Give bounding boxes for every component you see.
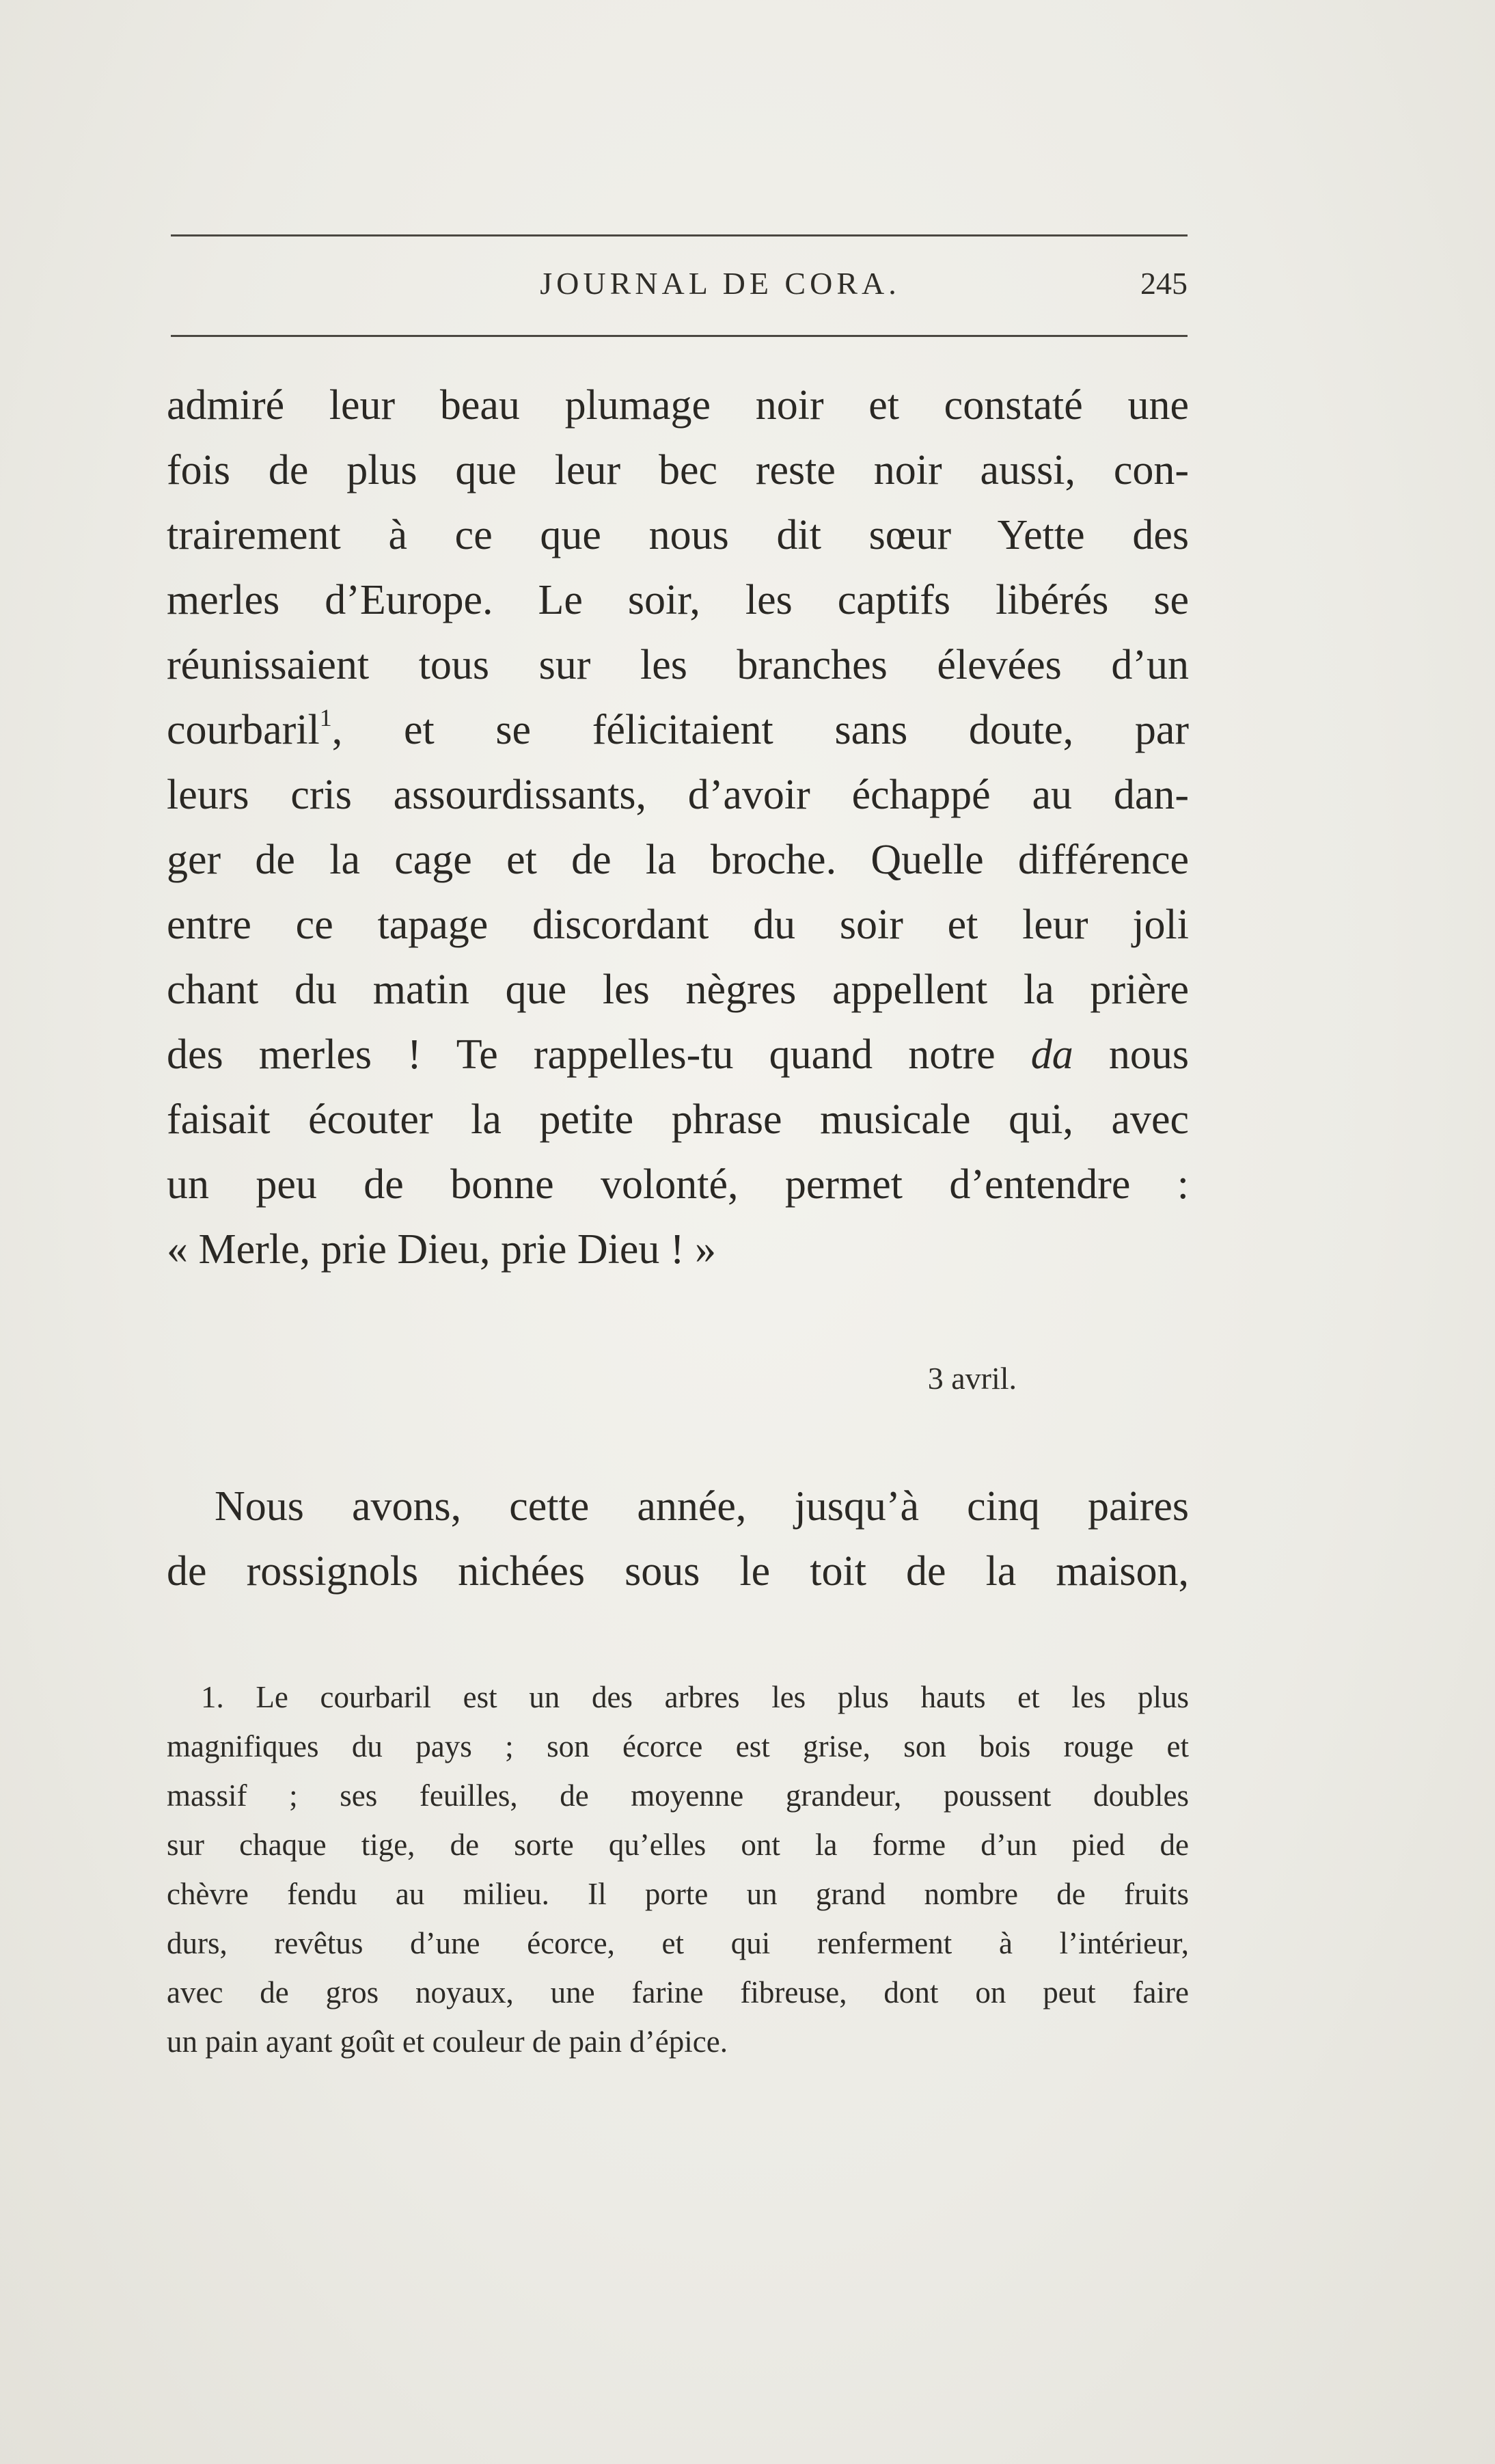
text-line: merles d’Europe. Le soir, les captifs libérés se <box>167 577 1189 623</box>
footnote-line: chèvre fendu au milieu. Il porte un grand nombre de fruits <box>167 1877 1189 1911</box>
text-line: un peu de bonne volonté, permet d’entendre : <box>167 1161 1189 1208</box>
paragraph-1 <box>167 373 1189 1282</box>
text-line: admiré leur beau plumage noir et constaté une <box>167 382 1189 429</box>
text-line: fois de plus que leur bec reste noir aussi, con- <box>167 447 1189 493</box>
text-line: Nous avons, cette année, jusqu’à cinq paires <box>215 1483 1189 1530</box>
text-line: réunissaient tous sur les branches élevées d’un <box>167 642 1189 688</box>
text-line: « Merle, prie Dieu, prie Dieu ! » <box>167 1226 717 1273</box>
footnote <box>167 1673 1189 2066</box>
text-line: faisait écouter la petite phrase musicale qui, avec <box>167 1096 1189 1143</box>
header-top-rule <box>171 234 1188 236</box>
text-line: leurs cris assourdissants, d’avoir échappé au dan- <box>167 772 1189 818</box>
footnote-line: avec de gros noyaux, une farine fibreuse, dont on peut faire <box>167 1975 1189 2009</box>
running-title: JOURNAL DE CORA. <box>540 266 901 301</box>
text-line: ger de la cage et de la broche. Quelle différence <box>167 837 1189 883</box>
footnote-line: magnifiques du pays ; son écorce est grise, son bois rouge et <box>167 1729 1189 1763</box>
text-fragment: nous <box>1073 1031 1189 1078</box>
footnote-line: durs, revêtus d’une écorce, et qui renferment à l’intérieur, <box>167 1926 1189 1960</box>
footnote-line: sur chaque tige, de sorte qu’elles ont la forme d’un pied de <box>167 1828 1189 1862</box>
entry-date: 3 avril. <box>927 1361 1017 1396</box>
text-line <box>167 698 1189 763</box>
footnote-line: 1. Le courbaril est un des arbres les plus hauts et les plus <box>201 1680 1189 1714</box>
page-number: 245 <box>1140 266 1188 301</box>
text-line: chant du matin que les nègres appellent la prière <box>167 966 1189 1013</box>
text-line <box>167 1023 1189 1087</box>
text-line: trairement à ce que nous dit sœur Yette des <box>167 512 1189 558</box>
footnote-line: massif ; ses feuilles, de moyenne grandeur, poussent doubles <box>167 1778 1189 1813</box>
text-line: entre ce tapage discordant du soir et leur joli <box>167 902 1189 948</box>
paragraph-2 <box>167 1474 1189 1604</box>
footnote-marker: 1 <box>319 704 332 731</box>
text-line: de rossignols nichées sous le toit de la maison, <box>167 1548 1189 1595</box>
header-bottom-rule <box>171 335 1188 337</box>
text-fragment: , et se félicitaient sans doute, par <box>331 707 1189 753</box>
text-fragment: courbaril <box>167 707 320 753</box>
footnote-line: un pain ayant goût et couleur de pain d’épice. <box>167 2025 728 2059</box>
italic-word: da <box>1030 1031 1073 1078</box>
text-fragment: des merles ! Te rappelles-tu quand notre <box>167 1031 1031 1078</box>
page-header <box>171 254 1188 320</box>
